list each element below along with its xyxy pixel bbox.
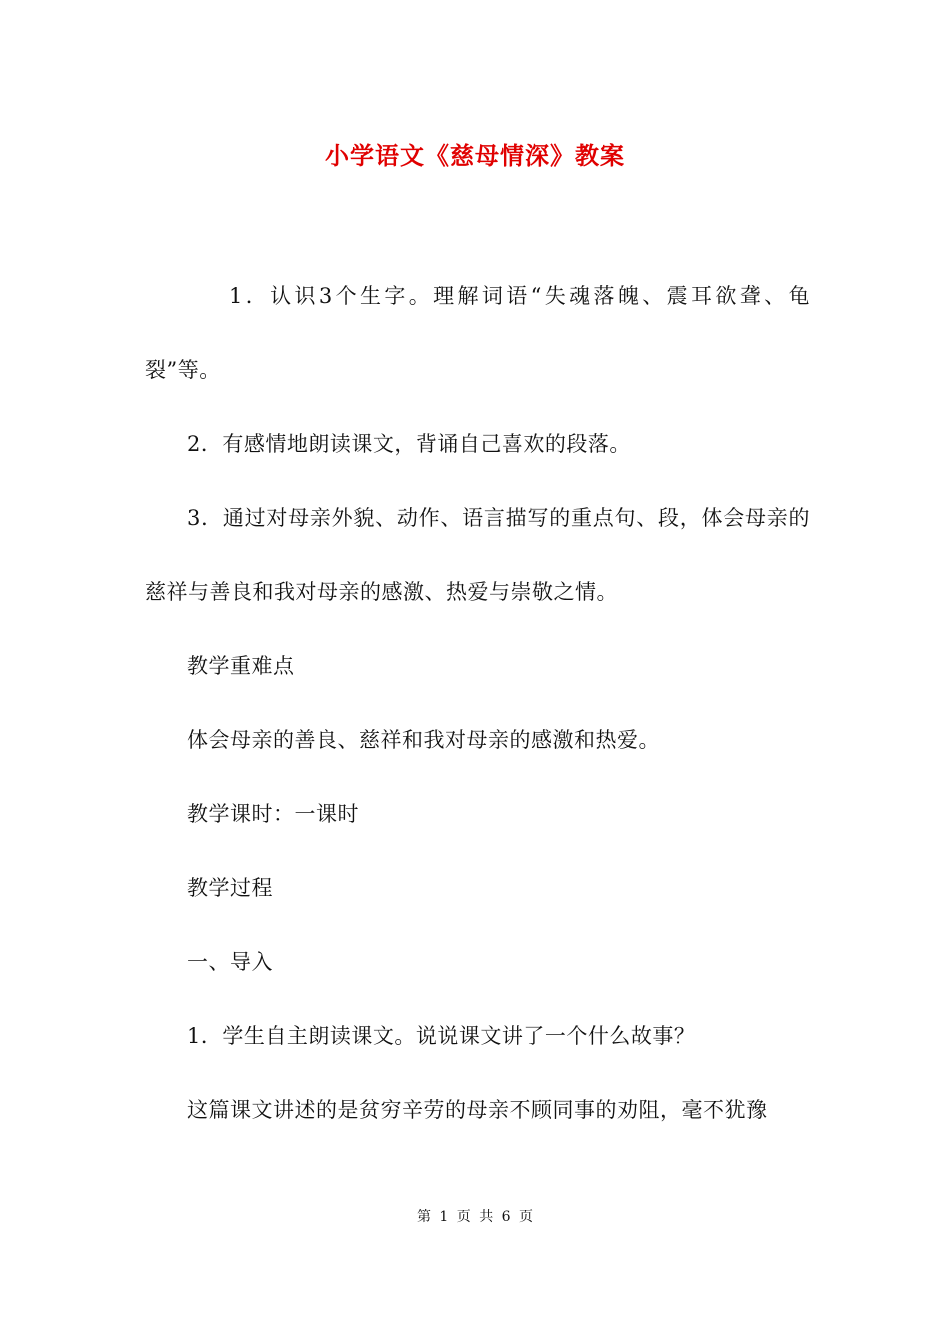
paragraph-objective-3: 3．通过对母亲外貌、动作、语言描写的重点句、段，体会母亲的慈祥与善良和我对母亲的感激、热爱与崇敬之情。 [145,506,810,604]
paragraph-key-points: 体会母亲的善良、慈祥和我对母亲的感激和热爱。 [187,728,660,752]
heading-introduction: 一、导入 [187,950,273,974]
paragraph-objective-2: 2．有感情地朗读课文，背诵自己喜欢的段落。 [187,432,631,456]
heading-key-points: 教学重难点 [187,654,295,678]
document-title: 小学语文《慈母情深》教案 [325,141,625,170]
page-number-footer: 第 1 页 共 6 页 [416,1209,534,1225]
paragraph-story-summary: 这篇课文讲述的是贫穷辛劳的母亲不顾同事的劝阻，毫不犹豫 [187,1098,768,1122]
paragraph-class-hours: 教学课时：一课时 [187,802,359,826]
paragraph-step-1: 1．学生自主朗读课文。说说课文讲了一个什么故事？ [187,1024,696,1048]
paragraph-objective-1: 1．认识3个生字。理解词语“失魂落魄、震耳欲聋、龟裂”等。 [145,284,810,382]
heading-teaching-process: 教学过程 [187,876,273,900]
